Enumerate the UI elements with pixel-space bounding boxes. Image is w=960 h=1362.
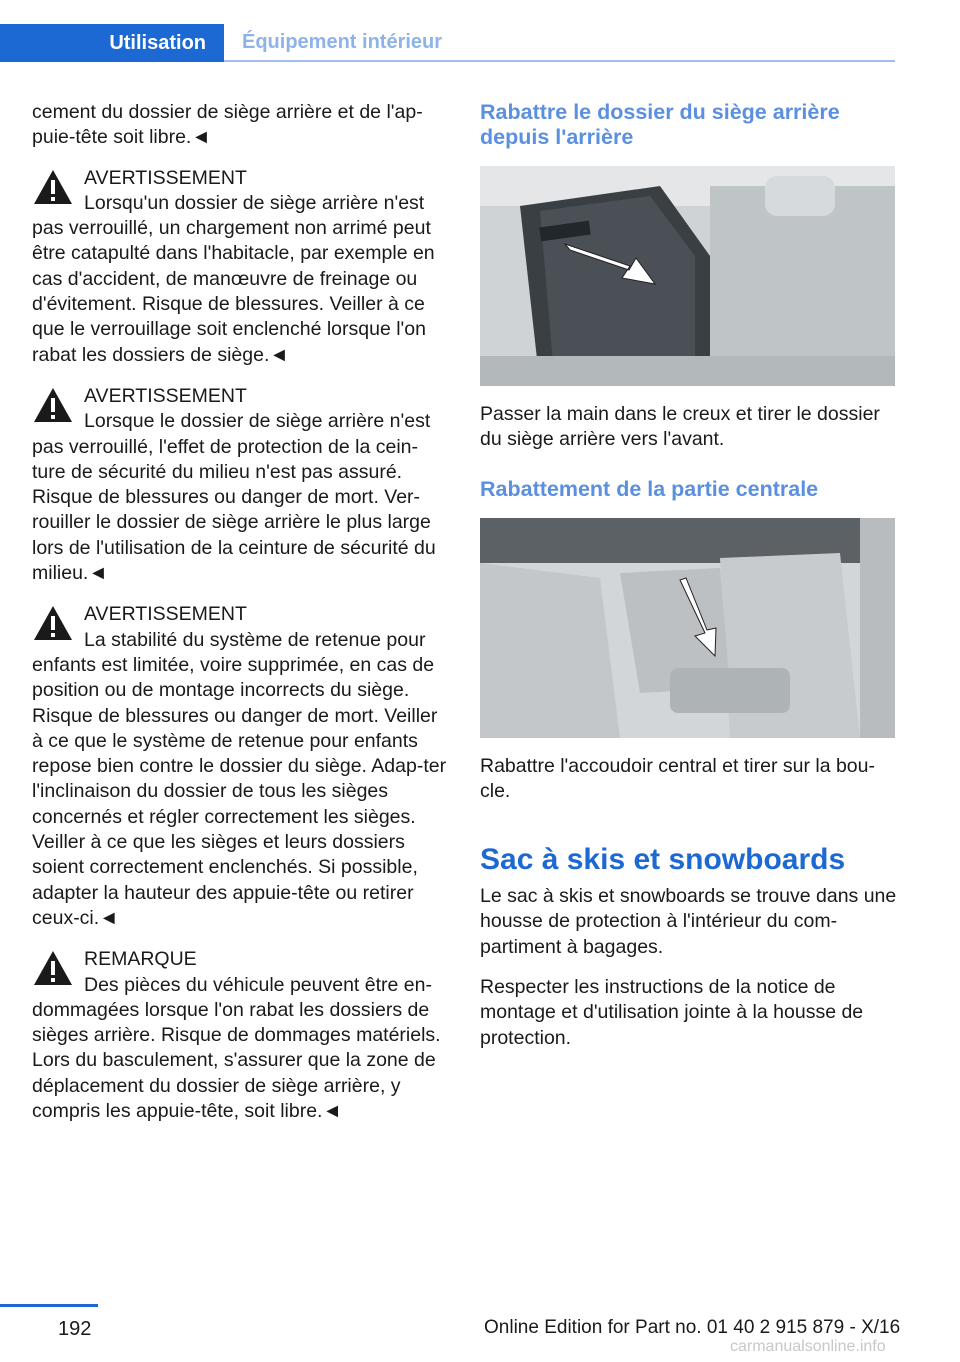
center-armrest-photo — [480, 518, 895, 738]
warning-block — [32, 384, 450, 586]
warning-block — [32, 602, 450, 931]
ski-bag-paragraph-1: Le sac à skis et snowboards se trouve dans une housse de protection à l'intérieur du com-partiment à bagages. — [480, 885, 897, 958]
watermark: carmanualsonline.info — [730, 1338, 886, 1355]
warning-label: AVERTISSEMENT — [84, 603, 247, 626]
warning-text-first: Lorsqu'un dossier de siège arrière n'est — [84, 191, 425, 214]
ski-bag-paragraph-2: Respecter les instructions de la notice de montage et d'utilisation jointe à la housse de protection. — [480, 976, 864, 1049]
notice-label: REMARQUE — [84, 948, 197, 971]
tab-utilisation[interactable]: Utilisation — [0, 24, 224, 62]
warning-label: AVERTISSEMENT — [84, 166, 247, 189]
warning-triangle-icon — [32, 386, 74, 424]
section-heading-rear-fold: Rabattre le dossier du siège arrière depuis l'arrière — [480, 100, 840, 149]
warning-text-first: Lorsque le dossier de siège arrière n'est — [84, 410, 431, 433]
warning-text-first: La stabilité du système de retenue pour — [84, 628, 426, 651]
notice-text-first: Des pièces du véhicule peuvent être en- — [84, 973, 432, 996]
warning-text: pas verrouillé, un chargement non arrimé peut être catapulté dans l'habitacle, par exemple en cas d'accident, de manœuvre de freinage ou d'évitement. Risque de blessures. Veiller à ce que le verrouillage soit enclenché lorsque l'on rabat les dossiers de siège.◄ — [32, 217, 435, 366]
header-tabbar — [0, 0, 960, 62]
warning-text: pas verrouillé, l'effet de protection de la cein-ture de sécurité du milieu n'est pas assuré. Risque de blessures ou danger de mort. Ver-rouiller le dossier de siège arrière le plus large lors de l'utilisation de la ceinture de sécurité du milieu.◄ — [32, 435, 436, 585]
notice-block — [32, 947, 450, 1124]
rear-seat-backrest-photo — [480, 166, 895, 386]
section-text-rear-fold: Passer la main dans le creux et tirer le dossier du siège arrière vers l'avant. — [480, 403, 880, 451]
warning-triangle-icon — [32, 949, 74, 987]
warning-triangle-icon — [32, 168, 74, 206]
tab-equipement-interieur[interactable]: Équipement intérieur — [224, 24, 895, 62]
warning-triangle-icon — [32, 604, 74, 642]
warning-label: AVERTISSEMENT — [84, 384, 247, 407]
edition-note: Online Edition for Part no. 01 40 2 915 879 - X/16 — [484, 1317, 901, 1338]
section-heading-center-fold: Rabattement de la partie centrale — [480, 476, 819, 501]
notice-text: dommagées lorsque l'on rabat les dossiers de sièges arrière. Risque de dommages matériels. Lors du basculement, s'assurer que la zone de déplacement du dossier de siège arrière, y compris les appuie-tête, soit libre.◄ — [32, 998, 441, 1122]
intro-text: cement du dossier de siège arrière et de l'ap-puie-tête soit libre.◄ — [32, 101, 423, 149]
section-heading-ski-bag: Sac à skis et snowboards — [480, 843, 846, 877]
section-text-center-fold: Rabattre l'accoudoir central et tirer sur la bou-cle. — [480, 754, 875, 802]
right-column — [480, 100, 898, 1066]
page-number: 192 — [58, 1318, 92, 1340]
warning-text: enfants est limitée, voire supprimée, en cas de position ou de montage incorrects du siège. Risque de blessures ou danger de mort. Veiller à ce que le système de retenue pour enfants repose bien contre le dossier du siège. Adap-ter l'inclinaison du dossier de tous les sièges concernés et régler correctement les sièges. Veiller à ce que les sièges et leurs dossiers soient correctement enclenchés. Si possible, adapter la hauteur des appuie-tête ou retirer ceux-ci.◄ — [32, 653, 447, 929]
left-column — [32, 100, 450, 1140]
footer-accent-line — [0, 1304, 98, 1307]
warning-block — [32, 166, 450, 368]
